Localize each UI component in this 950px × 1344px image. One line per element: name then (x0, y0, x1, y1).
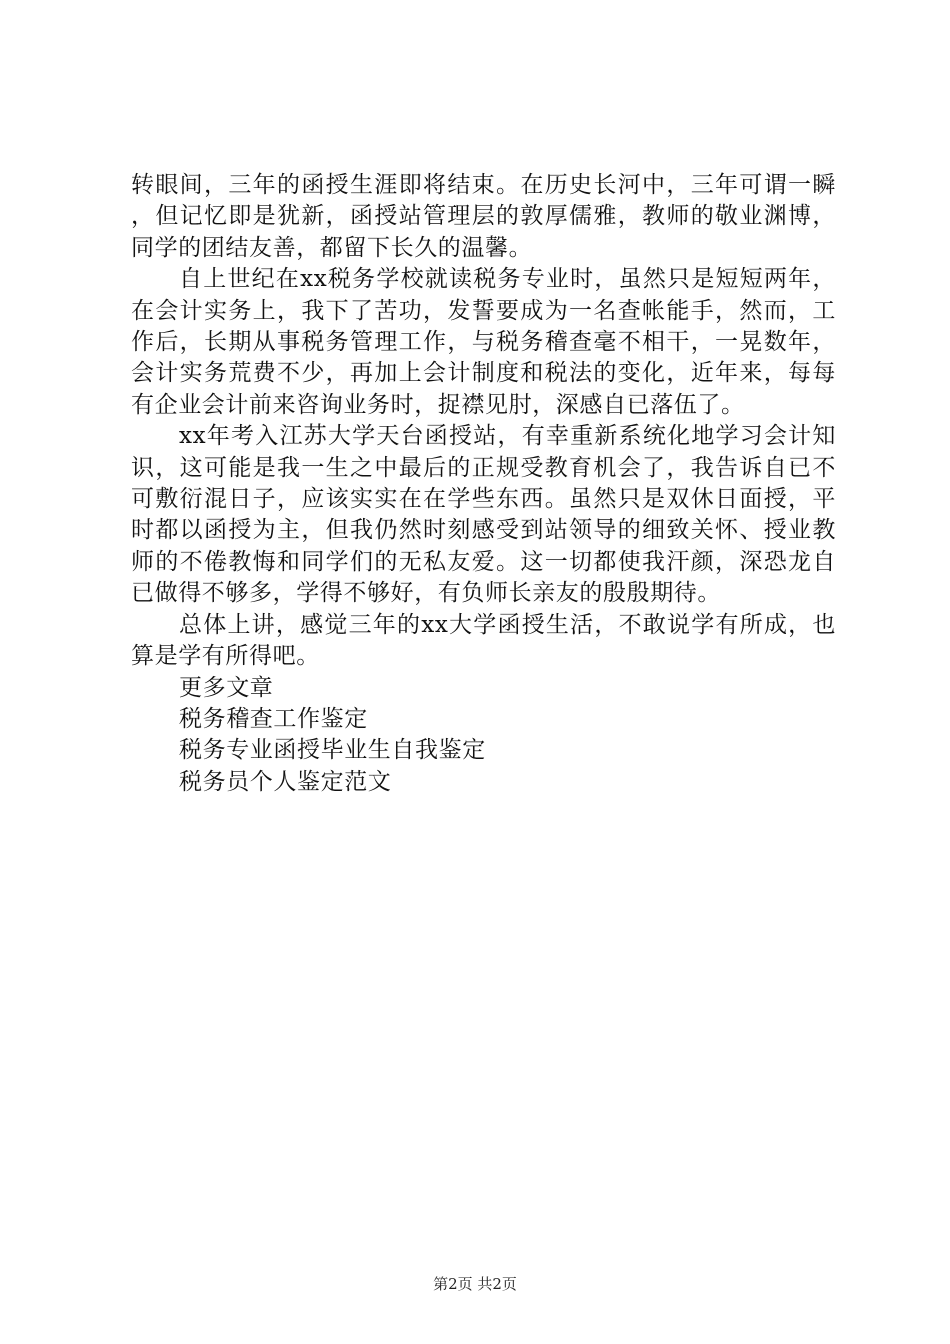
paragraph-4: 总体上讲，感觉三年的xx大学函授生活，不敢说学有所成，也算是学有所得吧。 (131, 611, 836, 670)
article-link[interactable]: 税务稽查工作鉴定 (179, 705, 368, 732)
article-link[interactable]: 税务员个人鉴定范文 (179, 768, 392, 795)
paragraph-1: 转眼间，三年的函授生涯即将结束。在历史长河中，三年可谓一瞬，但记忆即是犹新，函授站管理层的敦厚儒雅，教师的敬业渊博，同学的团结友善，都留下长久的温馨。 (131, 172, 836, 261)
page-number-footer: 第2页 共2页 (433, 1275, 517, 1293)
document-body (131, 170, 836, 798)
paragraph-2: 自上世纪在xx税务学校就读税务专业时，虽然只是短短两年，在会计实务上，我下了苦功，发誓要成为一名查帐能手，然而，工作后，长期从事税务管理工作，与税务稽查毫不相干，一晃数年，会计实务荒费不少，再加上会计制度和税法的变化，近年来，每每有企业会计前来咨询业务时，捉襟见肘，深感自已落伍了。 (131, 266, 836, 418)
more-articles-list (131, 673, 836, 799)
article-link[interactable]: 税务专业函授毕业生自我鉴定 (179, 737, 486, 764)
paragraph-3: xx年考入江苏大学天台函授站，有幸重新系统化地学习会计知识，这可能是我一生之中最后的正规受教育机会了，我告诉自已不可敷衍混日子，应该实实在在学些东西。虽然只是双休日面授，平时都以函授为主，但我仍然时刻感受到站领导的细致关怀、授业教师的不倦教悔和同学们的无私友爱。这一切都使我汗颜，深恐龙自已做得不够多，学得不够好，有负师长亲友的殷殷期待。 (131, 423, 836, 607)
more-articles-heading: 更多文章 (179, 674, 274, 701)
